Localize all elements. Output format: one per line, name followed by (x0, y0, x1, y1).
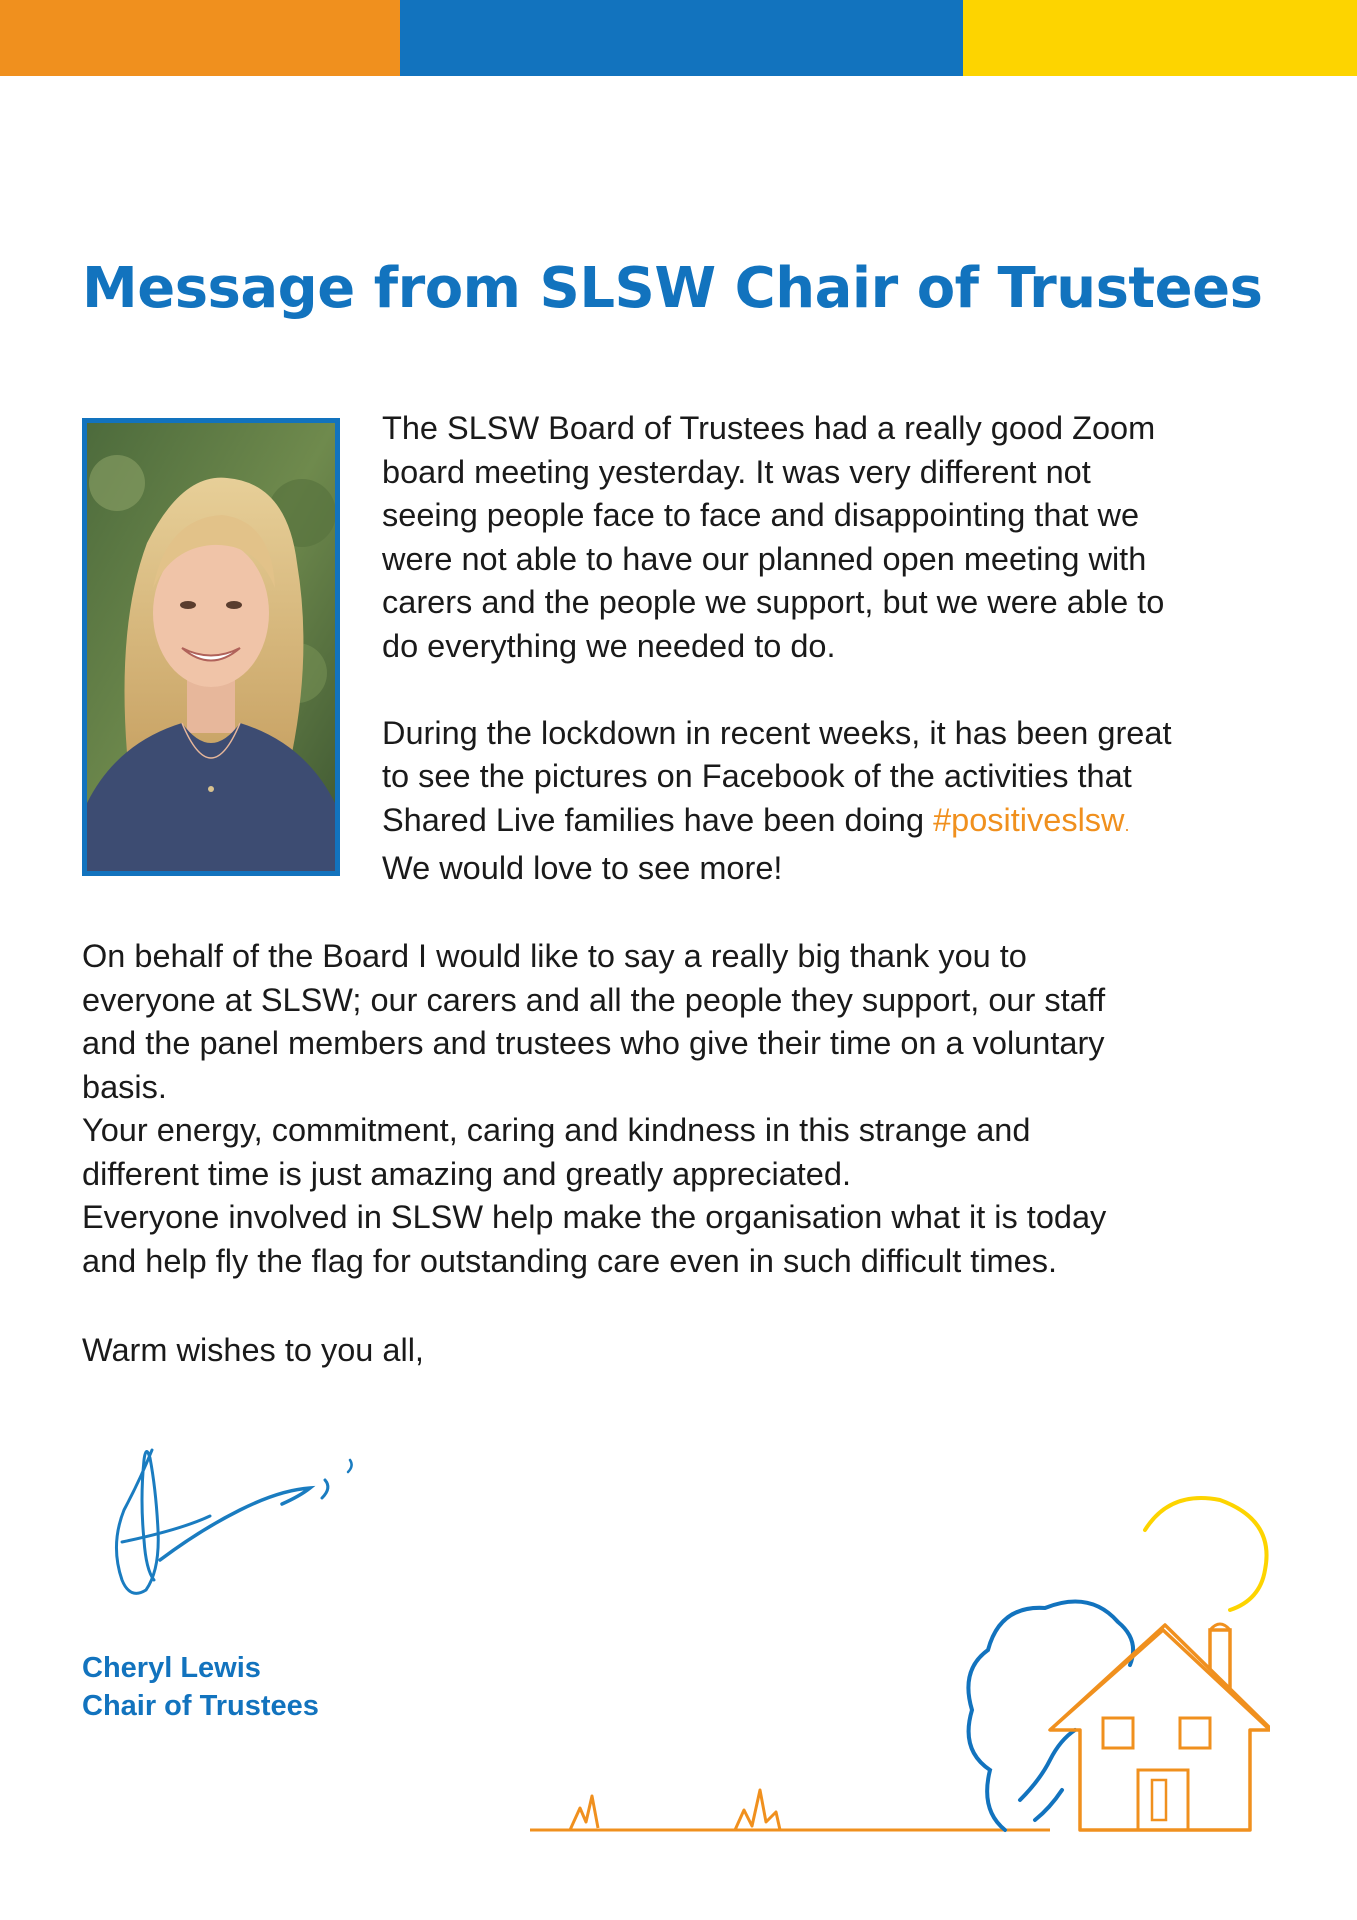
text-line (382, 799, 1282, 848)
text-line-prefix: Shared Live families have been doing (382, 801, 934, 838)
text-line: and the panel members and trustees who give their time on a voluntary (82, 1025, 1105, 1061)
closing-line: Warm wishes to you all, (82, 1332, 424, 1368)
text-line: carers and the people we support, but we were able to (382, 584, 1165, 620)
text-line: basis. (82, 1068, 167, 1105)
text-line: We would love to see more! (382, 850, 783, 886)
page-title: Message from SLSW Chair of Trustees (82, 256, 1263, 321)
text-line: seeing people face to face and disappointing that we (382, 497, 1140, 533)
header-bar-orange (0, 0, 400, 76)
text-line: were not able to have our planned open meeting with (382, 540, 1147, 577)
text-line: different time is just amazing and greatly appreciated. (82, 1155, 851, 1192)
signer-role: Chair of Trustees (82, 1690, 319, 1722)
text-line: and help fly the flag for outstanding care even in such difficult times. (82, 1242, 1057, 1279)
text-line: The SLSW Board of Trustees had a really good Zoom (382, 410, 1156, 446)
intro-paragraph-2 (382, 712, 1282, 891)
text-line: everyone at SLSW; our carers and all the people they support, our staff (82, 981, 1106, 1018)
intro-text (382, 407, 1282, 891)
chair-portrait-photo (82, 418, 340, 876)
portrait-photo-icon (87, 423, 335, 871)
hashtag-suffix: . (1124, 814, 1130, 835)
text-line: to see the pictures on Facebook of the activities that (382, 758, 1132, 794)
text-line: On behalf of the Board I would like to say a really big thank you to (82, 938, 1027, 974)
header-color-bar (0, 0, 1357, 76)
hashtag-link[interactable]: #positiveslsw (933, 801, 1125, 838)
house-tree-sun-icon (530, 1490, 1270, 1855)
text-line: do everything we needed to do. (382, 627, 836, 664)
signer-name: Cheryl Lewis (82, 1652, 261, 1684)
header-bar-blue (400, 0, 963, 76)
text-line: Everyone involved in SLSW help make the organisation what it is today (82, 1199, 1107, 1235)
signature-icon (100, 1430, 380, 1615)
text-line: During the lockdown in recent weeks, it has been great (382, 714, 1172, 751)
text-line: board meeting yesterday. It was very different not (382, 453, 1091, 490)
intro-paragraph-1 (382, 407, 1282, 668)
text-line: Your energy, commitment, caring and kindness in this strange and (82, 1112, 1031, 1148)
header-bar-yellow (963, 0, 1357, 76)
body-text (82, 935, 1302, 1283)
